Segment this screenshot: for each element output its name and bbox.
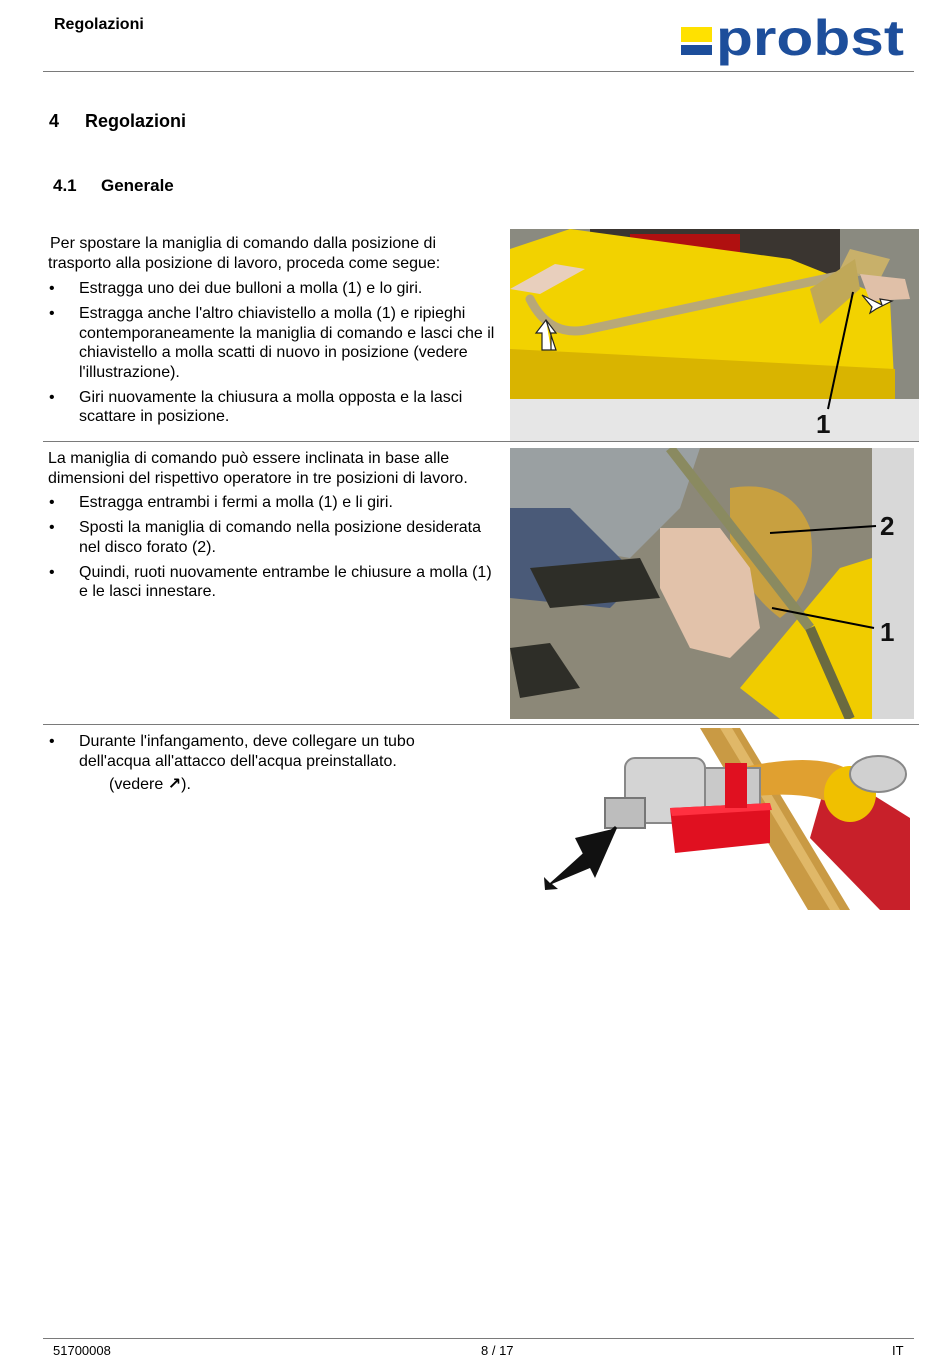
figure-handle-transport (510, 229, 919, 441)
header-title: Regolazioni (54, 16, 144, 33)
header-rule (43, 71, 914, 72)
see-prefix: (vedere (109, 776, 168, 793)
figure-water-connection (540, 728, 914, 910)
list-item: • Sposti la maniglia di comando nella posizione desiderata nel disco forato (2). (48, 518, 498, 557)
subsection-number: 4.1 (53, 176, 77, 195)
section-number: 4 (49, 111, 60, 131)
probst-logo (680, 18, 906, 68)
footer-doc-number: 51700008 (53, 1343, 111, 1358)
footer-rule (43, 1338, 914, 1339)
block1-steps (48, 279, 498, 432)
logo-wordmark: probst (716, 18, 905, 66)
logo-yellow-bar (681, 27, 712, 42)
section-heading (49, 111, 186, 132)
see-arrow-icon: ↗ (167, 776, 182, 793)
list-item: • Estragga uno dei due bulloni a molla (1) e lo giri. (48, 279, 498, 299)
block2-steps (48, 493, 498, 607)
figure-handle-angle (510, 448, 914, 719)
list-item: • Giri nuovamente la chiusura a molla opposta e la lasci scattare in posizione. (48, 388, 498, 427)
list-item: • Estragga entrambi i fermi a molla (1) e li giri. (48, 493, 498, 513)
footer-page-number: 8 / 17 (481, 1343, 514, 1358)
handle-angle-photo (510, 448, 914, 719)
subsection-heading (53, 176, 174, 196)
see-reference (109, 775, 191, 795)
figure1-label-1: 1 (816, 409, 831, 439)
handle-photo (510, 229, 919, 441)
section-title: Regolazioni (85, 111, 187, 131)
figure2-label-2: 2 (880, 511, 895, 541)
see-suffix: ). (181, 776, 191, 793)
list-item: • Estragga anche l'altro chiavistello a molla (1) e ripieghi contemporaneamente la maniglia di comando e lasci che il chiavistello a molla scatti di nuovo in posizione (vedere l'illustrazione). (48, 304, 498, 382)
figure2-label-1: 1 (880, 617, 895, 647)
subsection-title: Generale (101, 176, 174, 195)
block3-steps (48, 732, 468, 777)
water-valve-illustration (540, 728, 914, 910)
block-divider (43, 441, 919, 442)
block1-intro: Per spostare la maniglia di comando dalla posizione di trasporto alla posizione di lavoro, proceda come segue: (48, 235, 441, 272)
list-item: • Quindi, ruoti nuovamente entrambe le chiusure a molla (1) e le lasci innestare. (48, 563, 498, 602)
logo-blue-bar (681, 45, 712, 55)
footer-language: IT (892, 1343, 904, 1358)
block2-intro: La maniglia di comando può essere inclinata in base alle dimensioni del rispettivo operatore in tre posizioni di lavoro. (48, 450, 468, 487)
list-item: • Durante l'infangamento, deve collegare un tubo dell'acqua all'attacco dell'acqua preinstallato. (48, 732, 468, 771)
block-divider (43, 724, 919, 725)
